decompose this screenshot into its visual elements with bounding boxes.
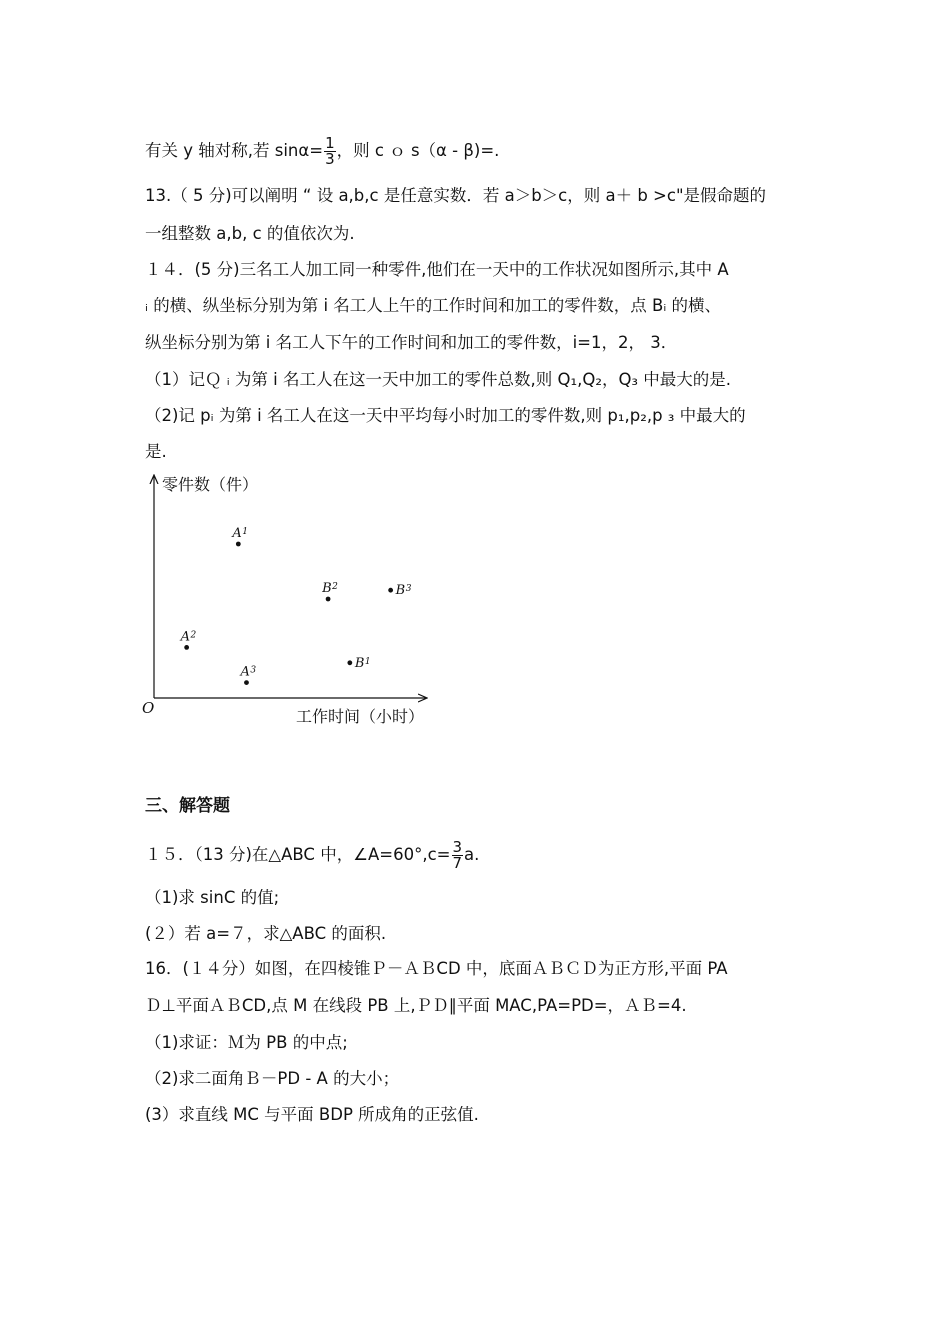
q15-text-before: １５．（13 分)在△ABC 中，∠A=60°,c= [145,845,451,864]
x-axis-label: 工作时间（小时） [296,707,425,726]
q12-text-after: ，则 c ｏ s（α - β)=. [336,141,500,160]
point-label-b2: $B^2$ [322,581,338,596]
q12-fraction [324,136,336,167]
work-status-scatter-chart [140,470,440,730]
point-a2 [184,645,189,650]
q12-fraction-denominator: 3 [325,150,335,168]
point-b2 [326,597,331,602]
q16-line-2: Ｄ⊥平面ＡＢCD,点 M 在线段 PB 上,ＰＤ∥平面 MAC,PA=PD=，ＡＢ=4. [145,996,687,1015]
q14-line-6: 是. [145,442,167,461]
point-b1 [347,660,352,665]
q13-line-1: 13.（ 5 分)可以阐明 “ 设 a,b,c 是任意实数．若 a＞b＞c，则 a＋ b >c"是假命题的 [145,186,767,205]
q15-line-3: (２）若 a=７，求△ABC 的面积. [145,924,387,943]
y-axis-label: 零件数（件） [162,475,259,494]
section-3-title: 三、解答题 [145,796,230,816]
q16-line-5: (3）求直线 MC 与平面 BDP 所成角的正弦值. [145,1105,479,1124]
point-a1 [236,542,241,547]
q16-line-3: （1)求证：Ｍ为 PB 的中点; [145,1033,348,1052]
q13-line-2: 一组整数 a,b, c 的值依次为. [145,224,355,243]
q14-line-3: 纵坐标分别为第 i 名工人下午的工作时间和加工的零件数，i=1，2， 3． [145,333,678,352]
point-label-b1: $B^1$ [354,655,371,671]
q15-fraction-numerator: 3 [452,838,463,856]
q14-line-1: １４．(5 分)三名工人加工同一种零件,他们在一天中的工作状况如图所示,其中 A [145,260,729,279]
q15-fraction-denominator: 7 [452,854,463,872]
q12-text-before: 有关 y 轴对称,若 sinα= [145,141,324,160]
point-a3 [244,680,249,685]
q15-text-after: a. [464,845,480,864]
q16-line-1: 16．(１４分）如图，在四棱锥Ｐ－ＡＢCD 中，底面ＡＢＣＤ为正方形,平面 PA [145,959,728,978]
q16-line-4: （2)求二面角Ｂ－PD - A 的大小； [145,1069,400,1088]
point-label-a3: $A^3$ [240,664,257,680]
point-label-a1: $A^1$ [232,526,248,541]
origin-label: O [142,699,155,717]
point-label-a2: $A^2$ [180,629,197,645]
q12-tail-line [145,136,499,167]
point-label-b3: $B^3$ [395,583,412,599]
q14-line-2: ᵢ 的横、纵坐标分别为第 i 名工人上午的工作时间和加工的零件数，点 Bᵢ 的横、 [145,296,722,315]
point-b3 [388,588,393,593]
q14-line-4: （1）记Ｑ ᵢ 为第 i 名工人在这一天中加工的零件总数,则 Q₁,Q₂，Q₃ 中最大的是. [145,370,732,389]
q15-fraction [452,840,464,871]
q14-line-5: （2)记 pᵢ 为第 i 名工人在这一天中平均每小时加工的零件数,则 p₁,p₂,p ₃ 中最大的 [145,406,746,425]
points-layer [180,526,412,685]
q15-line-1 [145,840,479,871]
q12-fraction-numerator: 1 [325,134,335,152]
q15-line-2: （1)求 sinC 的值; [145,888,280,907]
